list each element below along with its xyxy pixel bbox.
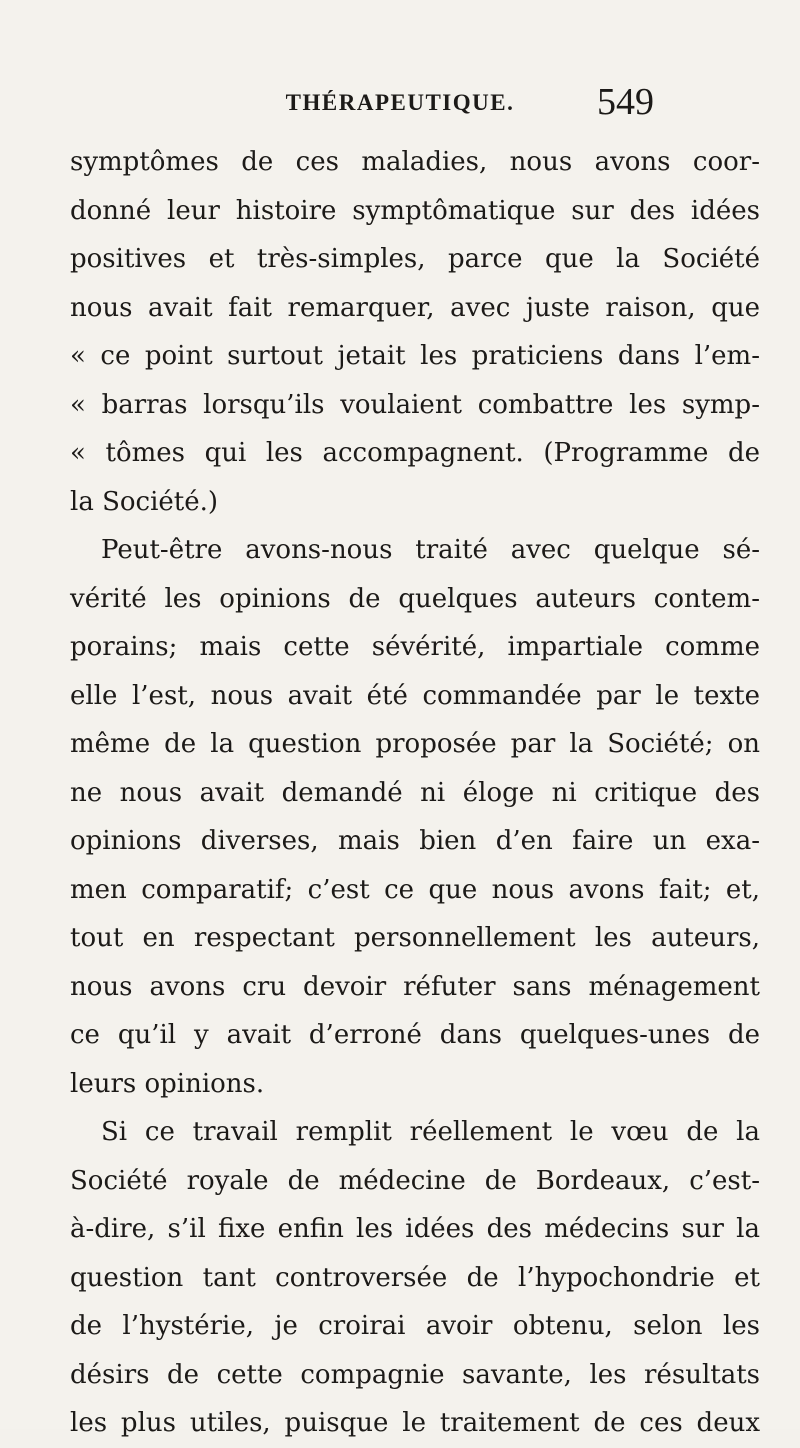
text-line: les plus utiles, puisque le traitement de ces deux bbox=[70, 1408, 760, 1438]
text-line: « ce point surtout jetait les praticiens dans l’em- bbox=[70, 341, 760, 371]
text-line: ce qu’il y avait d’erroné dans quelques-unes de bbox=[70, 1020, 760, 1050]
body-text bbox=[70, 138, 760, 1448]
text-line: symptômes de ces maladies, nous avons coor- bbox=[70, 147, 760, 177]
text-line: donné leur histoire symptômatique sur des idées bbox=[70, 195, 760, 226]
text-line: Société royale de médecine de Bordeaux, c’est- bbox=[70, 1165, 760, 1196]
text-line: nous avons cru devoir réfuter sans ménagement bbox=[70, 971, 760, 1002]
text-line: opinions diverses, mais bien d’en faire un exa- bbox=[70, 826, 760, 856]
text-line: question tant controversée de l’hypochondrie et bbox=[70, 1262, 760, 1293]
text-line: leurs opinions. bbox=[70, 1068, 265, 1099]
text-line: « tômes qui les accompagnent. (Programme de bbox=[70, 438, 760, 468]
text-line: « barras lorsqu’ils voulaient combattre les symp- bbox=[70, 389, 760, 420]
text-line: nous avait fait remarquer, avec juste raison, que bbox=[70, 292, 760, 323]
text-line: vérité les opinions de quelques auteurs contem- bbox=[70, 583, 760, 614]
text-line: même de la question proposée par la Société; on bbox=[70, 729, 760, 759]
text-line: de l’hystérie, je croirai avoir obtenu, selon les bbox=[70, 1311, 760, 1341]
text-line: désirs de cette compagnie savante, les résultats bbox=[70, 1359, 760, 1390]
text-line: la Société.) bbox=[70, 486, 219, 517]
running-title: THÉRAPEUTIQUE. bbox=[285, 90, 515, 115]
text-line: elle l’est, nous avait été commandée par le texte bbox=[70, 680, 760, 711]
text-line: à-dire, s’il fixe enfin les idées des médecins sur la bbox=[70, 1214, 760, 1244]
paragraph-start-line: Peut-être avons-nous traité avec quelque sé- bbox=[101, 535, 760, 565]
text-line: ne nous avait demandé ni éloge ni critique des bbox=[70, 777, 760, 808]
running-head bbox=[0, 81, 800, 126]
text-line: porains; mais cette sévérité, impartiale comme bbox=[70, 632, 760, 662]
paragraph-start-line: Si ce travail remplit réellement le vœu de la bbox=[101, 1117, 760, 1147]
text-line: men comparatif; c’est ce que nous avons fait; et, bbox=[70, 874, 760, 905]
text-line: positives et très-simples, parce que la Société bbox=[70, 244, 760, 274]
page-number: 549 bbox=[597, 81, 654, 123]
text-line: tout en respectant personnellement les auteurs, bbox=[70, 923, 760, 953]
